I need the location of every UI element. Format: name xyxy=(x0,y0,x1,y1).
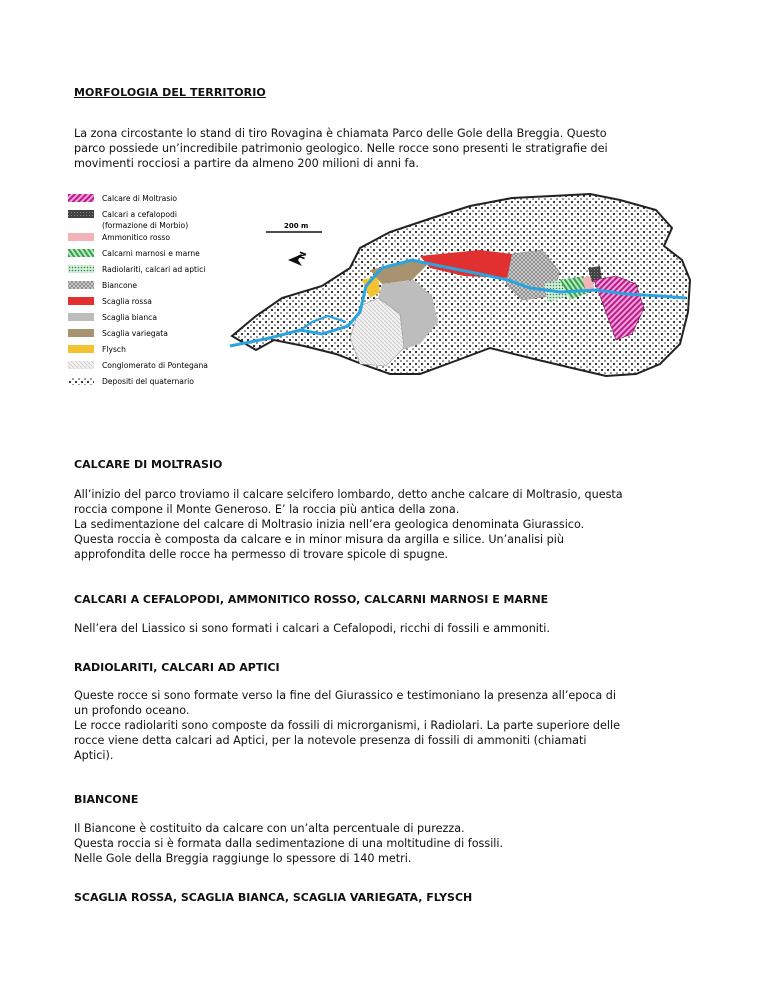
legend-label: Calcarni marnosi e marne xyxy=(102,249,200,258)
legend-label: (formazione di Morbio) xyxy=(102,221,189,230)
legend-swatch xyxy=(68,313,94,321)
text-line: Nell’era del Liassico si sono formati i calcari a Cefalopodi, ricchi di fossili e ammoniti. xyxy=(74,622,550,635)
text-line: approfondita delle rocce ha permesso di trovare spicole di spugne. xyxy=(74,548,449,561)
section-body xyxy=(74,821,694,866)
legend-swatch xyxy=(68,194,94,202)
legend-swatch xyxy=(68,377,94,385)
legend-swatch xyxy=(68,297,94,305)
legend-label: Scaglia rossa xyxy=(102,297,152,306)
legend-item xyxy=(68,297,152,306)
text-line: Le rocce radiolariti sono composte da fossili di microrganismi, i Radiolari. La parte superiore delle xyxy=(74,719,621,732)
north-label: N xyxy=(297,250,310,262)
section-heading: BIANCONE xyxy=(74,793,139,806)
legend-label: Scaglia bianca xyxy=(102,313,157,322)
legend-item xyxy=(68,329,168,338)
legend-label: Calcare di Moltrasio xyxy=(102,194,178,203)
legend-swatch xyxy=(68,329,94,337)
text-line: Nelle Gole della Breggia raggiunge lo spessore di 140 metri. xyxy=(74,852,412,865)
intro-paragraph xyxy=(74,126,694,171)
text-line: All’inizio del parco troviamo il calcare selcifero lombardo, detto anche calcare di Moltrasio, questa xyxy=(74,488,623,501)
intro-line: parco possiede un’incredibile patrimonio geologico. Nelle rocce sono presenti le stratigrafie dei xyxy=(74,142,608,155)
section-heading: CALCARE DI MOLTRASIO xyxy=(74,458,223,471)
geological-map xyxy=(60,188,700,418)
legend-swatch xyxy=(68,249,94,257)
section-body xyxy=(74,621,694,636)
text-line: un profondo oceano. xyxy=(74,704,190,717)
legend-label: Radiolariti, calcari ad aptici xyxy=(102,265,206,274)
map-legend xyxy=(68,194,208,386)
north-arrow-icon xyxy=(288,251,309,266)
legend-item xyxy=(68,210,177,219)
legend-label: Depositi del quaternario xyxy=(102,377,194,386)
legend-item xyxy=(68,361,208,370)
text-line: Queste rocce si sono formate verso la fine del Giurassico e testimoniano la presenza all’epoca di xyxy=(74,689,617,702)
intro-line: movimenti rocciosi a partire da almeno 200 milioni di anni fa. xyxy=(74,157,419,170)
section-heading: RADIOLARITI, CALCARI AD APTICI xyxy=(74,661,280,674)
page-title: MORFOLOGIA DEL TERRITORIO xyxy=(74,86,266,99)
scale-label: 200 m xyxy=(284,222,309,230)
section-body xyxy=(74,688,694,763)
legend-item xyxy=(68,194,177,203)
legend-item xyxy=(102,221,188,230)
legend-swatch xyxy=(68,233,94,241)
text-line: rocce viene detta calcari ad Aptici, per la notevole presenza di fossili di ammoniti (chiamati xyxy=(74,734,587,747)
legend-label: Conglomerato di Pontegana xyxy=(102,361,208,370)
legend-label: Biancone xyxy=(102,281,138,290)
legend-swatch xyxy=(68,281,94,289)
section-body xyxy=(74,487,694,562)
text-line: Aptici). xyxy=(74,749,114,762)
legend-item xyxy=(68,281,137,290)
legend-item xyxy=(68,233,170,242)
scale-bar xyxy=(266,222,322,232)
intro-line: La zona circostante lo stand di tiro Rovagina è chiamata Parco delle Gole della Breggia. Questo xyxy=(74,127,607,140)
legend-item xyxy=(68,265,205,274)
text-line: roccia compone il Monte Generoso. E’ la roccia più antica della zona. xyxy=(74,503,460,516)
section-heading: SCAGLIA ROSSA, SCAGLIA BIANCA, SCAGLIA VARIEGATA, FLYSCH xyxy=(74,891,473,904)
legend-swatch xyxy=(68,345,94,353)
legend-label: Flysch xyxy=(102,345,126,354)
legend-label: Scaglia variegata xyxy=(102,329,168,338)
legend-item xyxy=(68,345,126,354)
legend-item xyxy=(68,313,157,322)
text-line: La sedimentazione del calcare di Moltrasio inizia nell’era geologica denominata Giurassico. xyxy=(74,518,585,531)
legend-swatch xyxy=(68,361,94,369)
text-line: Questa roccia è composta da calcare e in minor misura da argilla e silice. Un’analisi più xyxy=(74,533,564,546)
text-line: Questa roccia si è formata dalla sedimentazione di una moltitudine di fossili. xyxy=(74,837,504,850)
text-line: Il Biancone è costituito da calcare con un’alta percentuale di purezza. xyxy=(74,822,465,835)
legend-swatch xyxy=(68,210,94,218)
legend-label: Ammonitico rosso xyxy=(102,233,171,242)
legend-item xyxy=(68,249,200,258)
section-heading: CALCARI A CEFALOPODI, AMMONITICO ROSSO, CALCARNI MARNOSI E MARNE xyxy=(74,593,549,606)
legend-swatch xyxy=(68,265,94,273)
legend-label: Calcari a cefalopodi xyxy=(102,210,177,219)
legend-item xyxy=(68,377,194,386)
